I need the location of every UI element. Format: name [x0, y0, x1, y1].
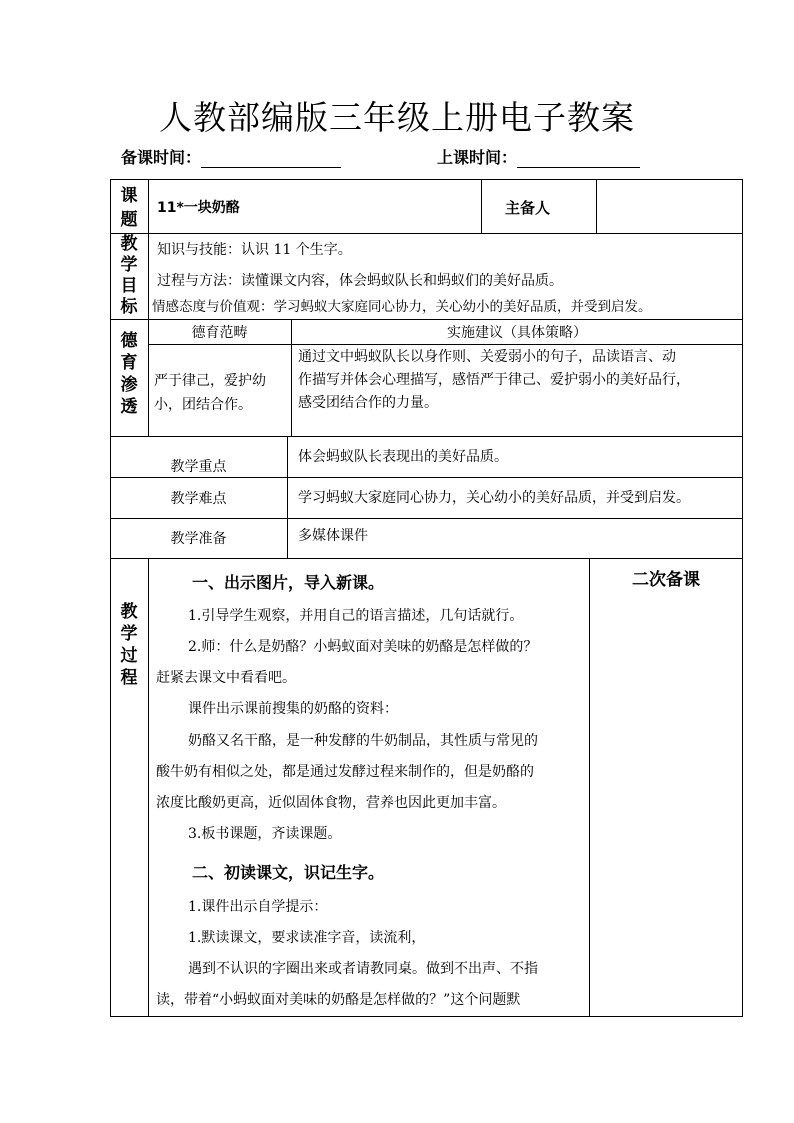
preparation-value: 多媒体课件 [298, 528, 368, 544]
s1-line-4: 课件出示课前搜集的奶酪的资料： [188, 701, 398, 717]
moral-strategy-text: 通过文中蚂蚁队长以身作则、关爱弱小的句子，品读语言、动 作描写并体会心理描写，感悟严于律己、爱护弱小的美好品行， 感受团结合作的力量。 [298, 349, 690, 411]
s2-line-2: 1.默读课文，要求读准字音，读流利， [188, 930, 426, 946]
s1-line-7: 浓度比酸奶更高，近似固体食物，营养也因此更加丰富。 [156, 795, 506, 811]
section1-title: 一、出示图片，导入新课。 [192, 573, 385, 592]
key-point-label: 教学重点 [170, 459, 227, 475]
key-point-value: 体会蚂蚁队长表现出的美好品质。 [298, 449, 508, 465]
topic-label: 课 题 [120, 186, 138, 230]
second-prep-label: 二次备课 [632, 570, 700, 590]
lead-teacher-label: 主备人 [505, 199, 551, 217]
s2-line-1: 1.课件出示自学提示： [188, 899, 328, 915]
document-title: 人教部编版三年级上册电子教案 [159, 98, 635, 137]
s2-line-4: 读，带着“小蚂蚁面对美味的奶酪是怎样做的？”这个问题默 [156, 992, 521, 1008]
moral-category-header: 德育范畴 [191, 325, 248, 341]
topic-value: 11*一块奶酪 [157, 200, 240, 216]
s1-line-8: 3.板书课题，齐读课题。 [188, 826, 342, 842]
class-time-label: 上课时间： [437, 148, 518, 167]
moral-strategy-header: 实施建议（具体策略） [447, 325, 587, 341]
moral-category-text: 严于律己，爱护幼 小，团结合作。 [154, 373, 266, 413]
difficulty-value: 学习蚂蚁大家庭同心协力，关心幼小的美好品质，并受到启发。 [298, 490, 690, 506]
prep-time-label: 备课时间： [121, 148, 202, 167]
s1-line-5: 奶酪又名干酪，是一种发酵的牛奶制品，其性质与常见的 [188, 733, 538, 749]
process-label: 教 学 过 程 [120, 602, 138, 688]
difficulty-label: 教学难点 [170, 491, 227, 507]
moral-label: 德 育 渗 透 [120, 331, 138, 417]
preparation-label: 教学准备 [170, 531, 227, 547]
s1-line-3: 赶紧去课文中看看吧。 [156, 670, 296, 686]
section2-title: 二、初读课文，识记生字。 [192, 863, 385, 882]
goals-label: 教 学 目 标 [120, 234, 138, 317]
goal-process: 过程与方法：读懂课文内容，体会蚂蚁队长和蚂蚁们的美好品质。 [157, 273, 563, 289]
s1-line-1: 1.引导学生观察，并用自己的语言描述，几句话就行。 [188, 608, 524, 624]
goal-emotion: 情感态度与价值观：学习蚂蚁大家庭同心协力，关心幼小的美好品质，并受到启发。 [152, 299, 652, 315]
s2-line-3: 遇到不认识的字圈出来或者请教同桌。做到不出声、不指 [188, 961, 538, 977]
s1-line-2: 2.师：什么是奶酪？小蚂蚁面对美味的奶酪是怎样做的？ [188, 639, 538, 655]
goal-knowledge: 知识与技能：认识 11 个生字。 [157, 242, 352, 258]
s1-line-6: 酸牛奶有相似之处，都是通过发酵过程来制作的，但是奶酪的 [156, 764, 534, 780]
